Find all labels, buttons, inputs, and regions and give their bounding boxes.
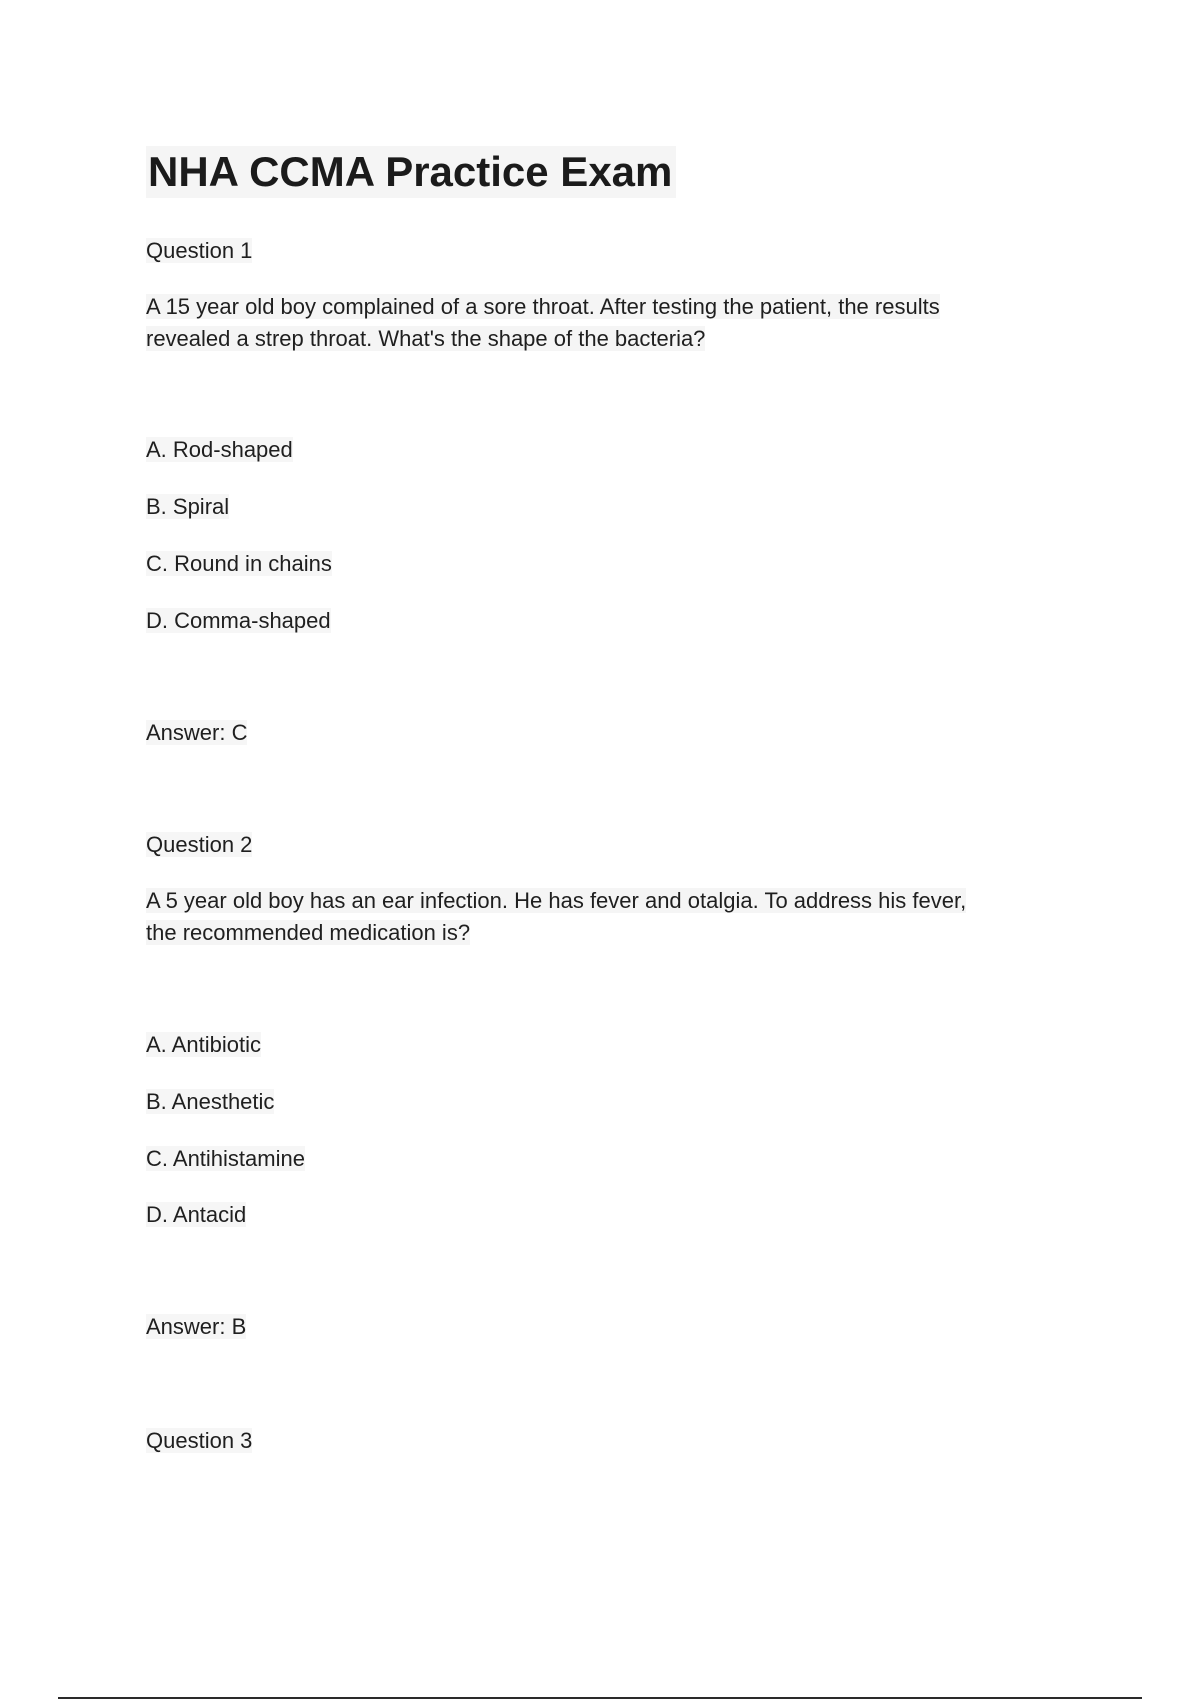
question-2-answer: Answer: B	[146, 1314, 247, 1339]
question-1-label: Question 1	[146, 238, 253, 263]
question-1-text-line-2: revealed a strep throat. What's the shape of the bacteria?	[146, 326, 706, 351]
question-1-option-d: D. Comma-shaped	[146, 608, 331, 633]
question-1-answer: Answer: C	[146, 720, 248, 745]
question-2-text-line-2: the recommended medication is?	[146, 920, 471, 945]
footer-divider	[58, 1697, 1142, 1699]
question-3-label: Question 3	[146, 1428, 253, 1453]
question-2-option-b: B. Anesthetic	[146, 1089, 275, 1114]
question-1-option-a: A. Rod-shaped	[146, 437, 293, 462]
page-title: NHA CCMA Practice Exam	[146, 146, 676, 198]
question-2-option-d: D. Antacid	[146, 1202, 247, 1227]
question-2-option-a: A. Antibiotic	[146, 1032, 261, 1057]
question-1-option-c: C. Round in chains	[146, 551, 332, 576]
question-2-option-c: C. Antihistamine	[146, 1146, 305, 1171]
question-2-text	[146, 885, 1076, 949]
question-2-text-line-1: A 5 year old boy has an ear infection. He has fever and otalgia. To address his fever,	[146, 888, 967, 913]
question-1-text	[146, 291, 1076, 355]
question-1-option-b: B. Spiral	[146, 494, 230, 519]
question-1-text-line-1: A 15 year old boy complained of a sore throat. After testing the patient, the results	[146, 294, 940, 319]
question-2-label: Question 2	[146, 832, 253, 857]
